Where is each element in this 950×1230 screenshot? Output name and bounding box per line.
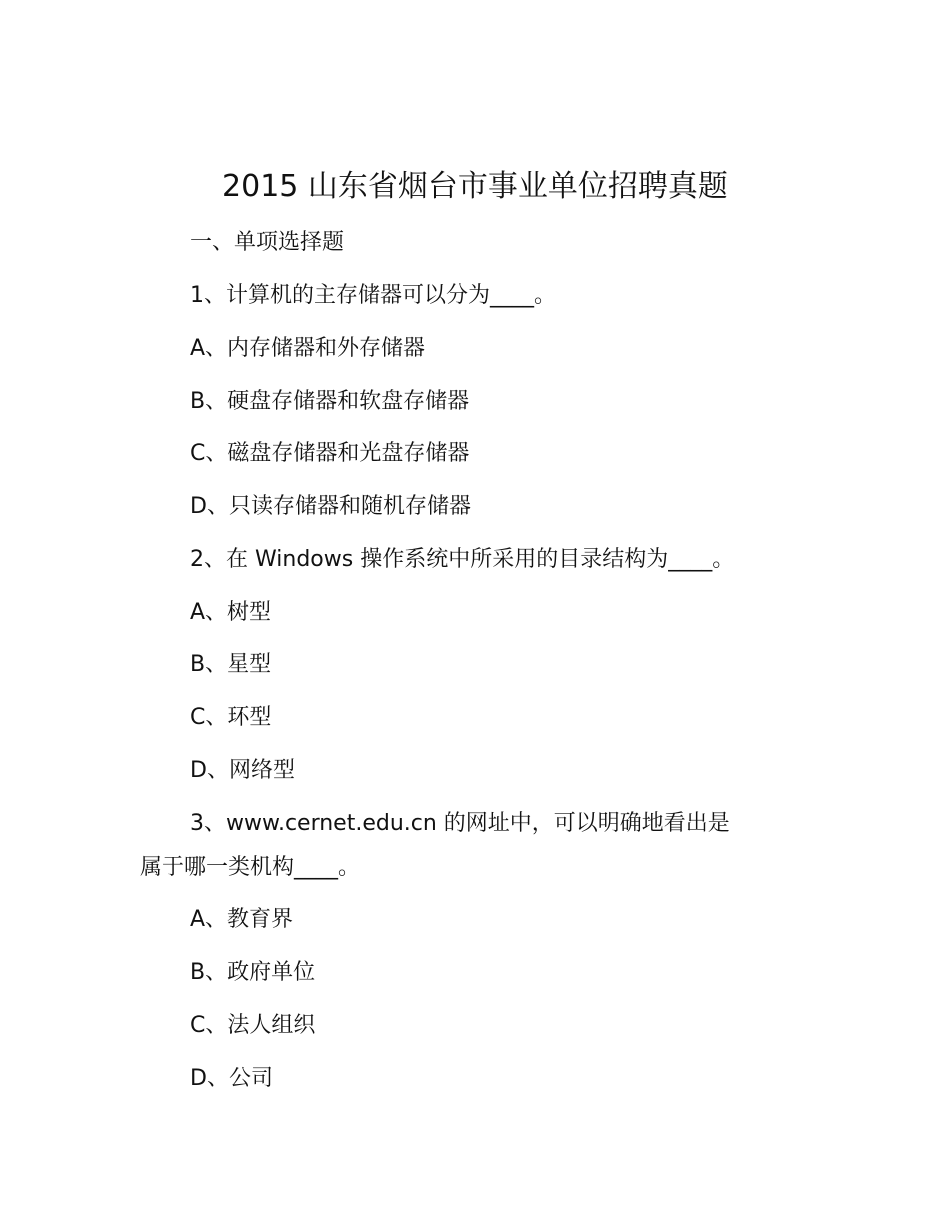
document-title: 2015 山东省烟台市事业单位招聘真题 [222,169,728,204]
question-3-option-b: B、政府单位 [190,960,316,985]
question-1-option-a: A、内存储器和外存储器 [190,336,426,361]
question-3-option-c: C、法人组织 [190,1013,316,1038]
question-1-stem: 1、计算机的主存储器可以分为____。 [190,283,556,308]
question-3-option-a: A、教育界 [190,907,294,932]
question-3-option-d: D、公司 [190,1066,273,1091]
question-1-option-b: B、硬盘存储器和软盘存储器 [190,389,470,414]
question-2-option-c: C、环型 [190,705,272,730]
question-1-option-c: C、磁盘存储器和光盘存储器 [190,441,470,466]
section-heading: 一、单项选择题 [190,230,345,255]
question-3-stem-line-2: 属于哪一类机构____。 [140,855,361,880]
question-2-option-b: B、星型 [190,652,272,677]
question-1-option-d: D、只读存储器和随机存储器 [190,494,471,519]
question-2-option-a: A、树型 [190,600,272,625]
question-3-stem-line-1: 3、www.cernet.edu.cn 的网址中，可以明确地看出是 [190,811,730,836]
question-2-option-d: D、网络型 [190,758,295,783]
question-2-stem: 2、在 Windows 操作系统中所采用的目录结构为____。 [190,547,735,572]
